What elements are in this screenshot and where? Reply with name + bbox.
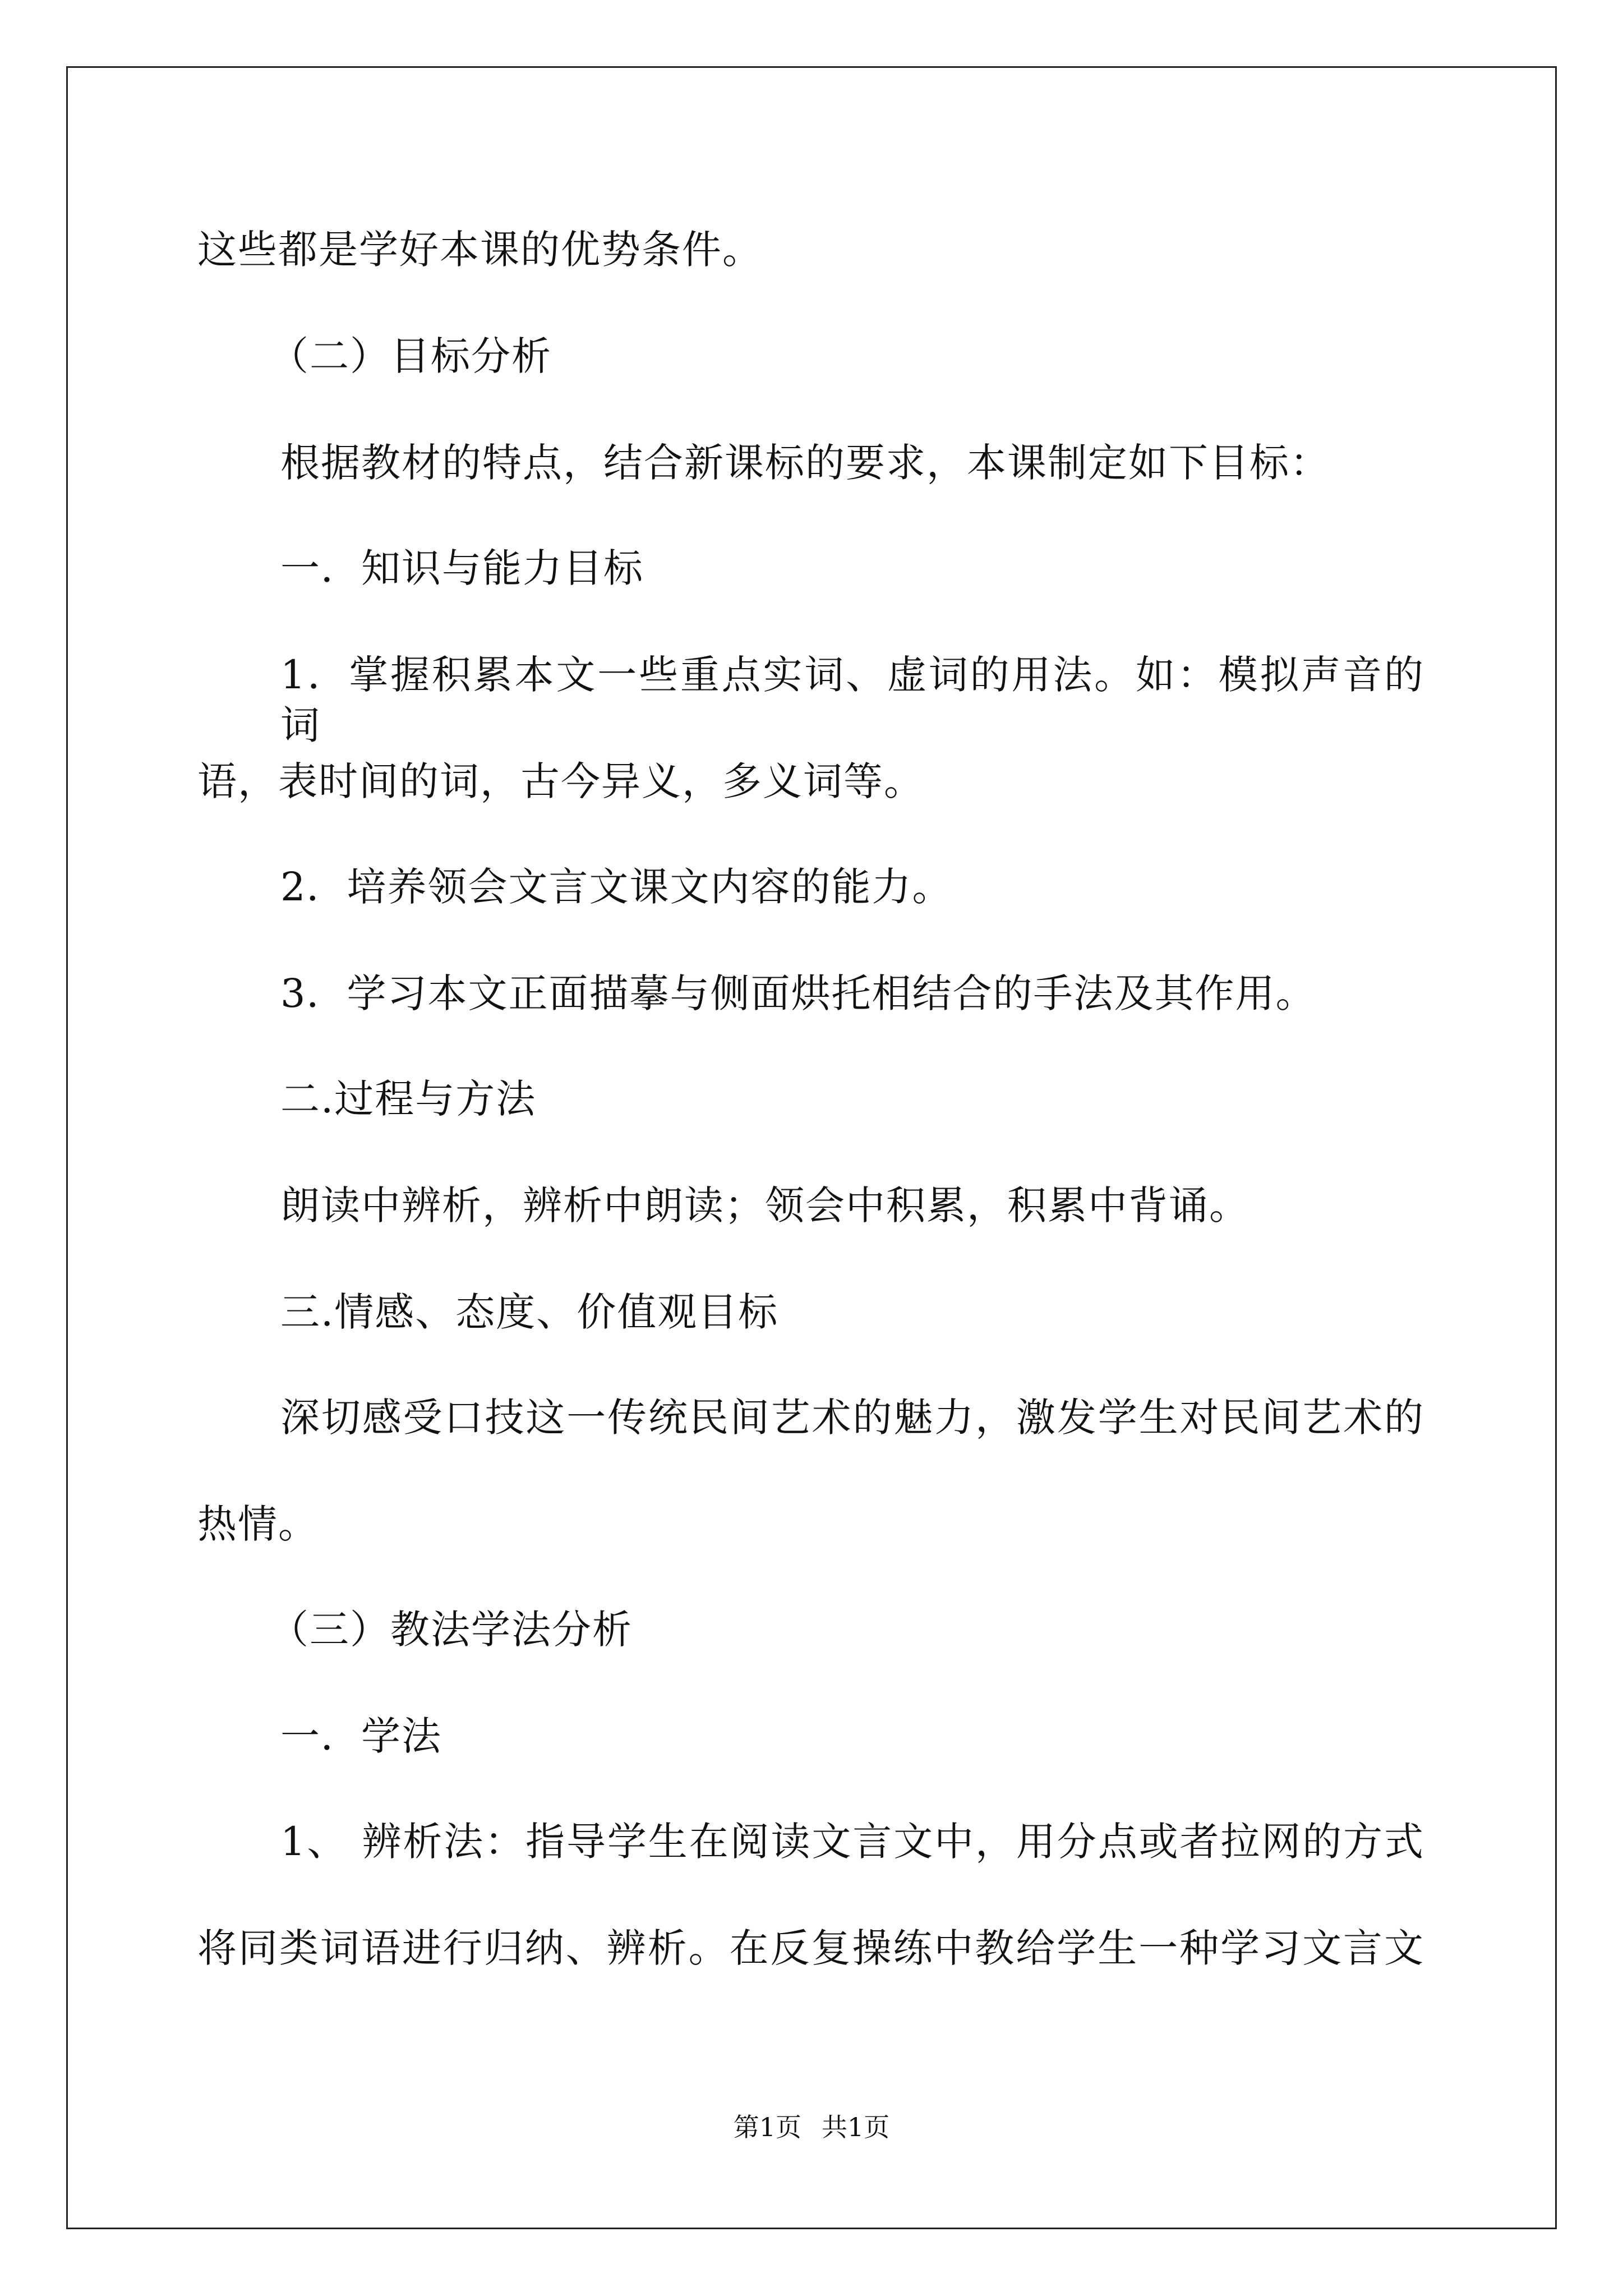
subsection-heading: 一．知识与能力目标 [280, 545, 644, 591]
paragraph-line: 将同类词语进行归纳、辨析。在反复操练中教给学生一种学习文言文 [197, 1925, 1424, 1971]
paragraph-line: 朗读中辨析，辨析中朗读；领会中积累，积累中背诵。 [280, 1182, 1249, 1228]
page-footer [0, 2110, 1623, 2144]
subsection-heading: 一．学法 [280, 1713, 442, 1759]
paragraph-line: 3．学习本文正面描摹与侧面烘托相结合的手法及其作用。 [280, 970, 1316, 1016]
paragraph-line: 深切感受口技这一传统民间艺术的魅力，激发学生对民间艺术的 [280, 1395, 1424, 1441]
paragraph-line: 1．掌握积累本文一些重点实词、虚词的用法。如：模拟声音的词 [280, 652, 1424, 748]
paragraph-line: 根据教材的特点，结合新课标的要求，本课制定如下目标： [280, 440, 1330, 486]
section-heading: （三）教法学法分析 [269, 1607, 633, 1653]
subsection-heading: 二.过程与方法 [280, 1076, 537, 1122]
paragraph-line: 这些都是学好本课的优势条件。 [197, 227, 763, 273]
paragraph-line: 1、 辨析法：指导学生在阅读文言文中，用分点或者拉网的方式 [280, 1819, 1424, 1865]
paragraph-line: 2．培养领会文言文课文内容的能力。 [280, 864, 953, 910]
page-border [66, 66, 1557, 2229]
section-heading: （二）目标分析 [269, 333, 552, 379]
page-total: 共1页 [822, 2112, 890, 2142]
paragraph-line: 热情。 [197, 1501, 319, 1547]
paragraph-line: 语，表时间的词，古今异义，多义词等。 [197, 758, 924, 804]
page-number: 第1页 [733, 2112, 801, 2142]
subsection-heading: 三.情感、态度、价值观目标 [280, 1289, 779, 1335]
